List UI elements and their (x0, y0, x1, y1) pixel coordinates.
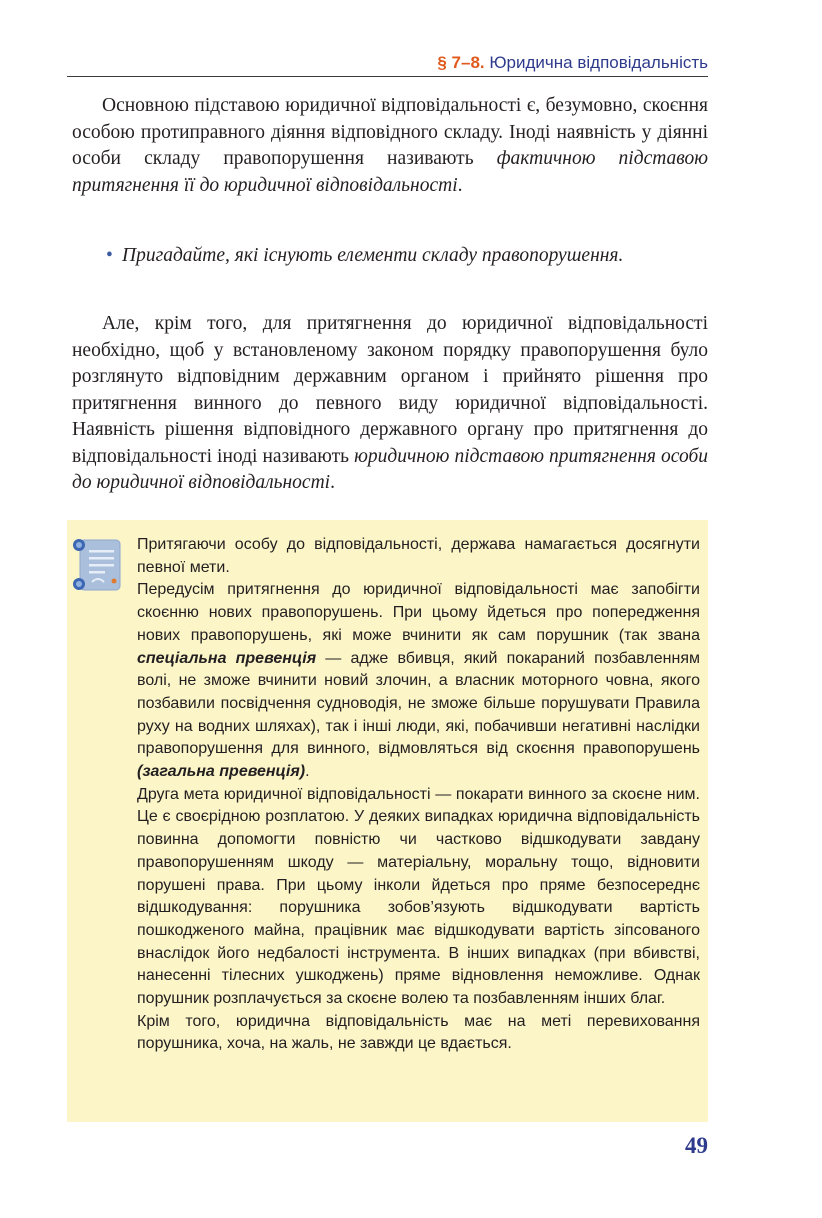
italic-term-legal-basis: юридичною підставою притягнення особи до юридичної відповідальності (72, 445, 708, 493)
box-paragraph: Друга мета юридичної відповідальності — покарати винного за скоєне ним. Це є своєрідною розплатою. У деяких випадках юридична відповідальність повинна допомогти повністю чи частково відшкодувати завдану правопорушенням шкоду — матеріальну, моральну тощо, відновити порушені права. При цьому інколи йдеться про пряме безпосереднє відшкодування: порушника зобов’язують відшкодувати вартість пошкодженого майна, працівник має відшкодувати вартість зіпсованого внаслідок його недбалості інструмента. В інших випадках (при вбивстві, нанесенні тілесних ушкоджень) пряме відновлення неможливе. Однак порушник розплачується за скоєне волею та позбавленням інших благ. (137, 785, 700, 1008)
term-special-prevention: спеціальна превенція (137, 649, 317, 667)
italic-term-factual-basis: фактичною підставою притягнення її до юридичної відповідальності (72, 148, 708, 196)
box-paragraph: Крім того, юридична відповідальність має на меті перевиховання порушника, хоча, на жаль, не завжди це вдається. (137, 1012, 700, 1053)
review-question: • Пригадайте, які існують елементи складу правопорушення. (122, 243, 708, 270)
chapter-title: Юридична відповідальність (489, 53, 708, 72)
box-paragraph: Передусім притягнення до юридичної відповідальності має запобігти скоєнню нових правопорушень. При цьому йдеться про попередження нових правопорушень, які може вчинити як сам порушник (так звана спеціальна превенція — адже вбивця, який покараний позбавленням волі, не зможе вчинити новий злочин, а власник моторного човна, якого позбавили посвідчення судноводія, не зможе більше порушувати Правила руху на водних шляхах), так і інші люди, які, побачивши негативні наслідки правопорушення для винного, відмовляться від скоєння правопорушень (загальна превенція). (137, 581, 701, 781)
bullet-icon: • (106, 245, 113, 266)
info-box-text (137, 534, 700, 1056)
paragraph-procedural-basis: Але, крім того, для притягнення до юридичної відповідальності необхідно, щоб у встановленому законом порядку правопорушення було розглянуто відповідним державним органом і прийнято рішення про притягнення винного до певного виду юридичної відповідальності. Наявність рішення відповідного державного органу про притягнення до відповідальності іноді називають юридичною підставою притягнення особи до юридичної відповідальності. (72, 313, 708, 493)
page-number: 49 (685, 1133, 708, 1158)
paragraph-legal-basis: Основною підставою юридичної відповідальності є, безумовно, скоєння особою протиправного діяння відповідного складу. Іноді наявність у діянні особи складу правопорушення називають фактичною підставою притягнення її до юридичної відповідальності. (72, 95, 708, 196)
scroll-document-icon (70, 536, 124, 594)
box-paragraph: Притягаючи особу до відповідальності, держава намагається досягнути певної мети. (137, 536, 700, 576)
section-number: § 7–8. (437, 53, 485, 72)
running-header (67, 50, 708, 77)
info-box (67, 520, 708, 1122)
term-general-prevention: (загальна превенція) (137, 763, 306, 781)
